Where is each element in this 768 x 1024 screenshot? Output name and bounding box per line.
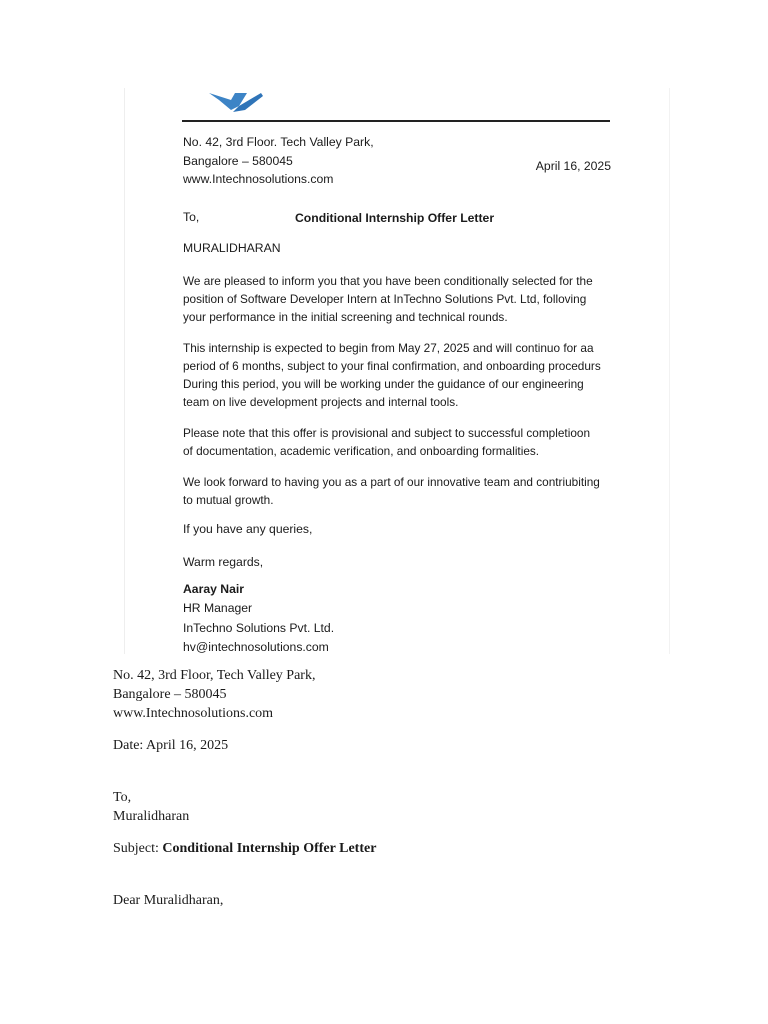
scan-text-line: period of 6 months, subject to your final confirmation, and onboarding procedurs xyxy=(183,359,601,373)
scan-queries: If you have any queries, xyxy=(183,522,313,536)
scan-address-line: No. 42, 3rd Floor. Tech Valley Park, xyxy=(183,135,374,149)
scan-regards: Warm regards, xyxy=(183,555,264,569)
doc-website: www.Intechnosolutions.com xyxy=(113,706,274,721)
scan-paragraph-2 xyxy=(183,339,619,411)
scan-address-line: Bangalore – 580045 xyxy=(183,154,293,168)
scan-date: April 16, 2025 xyxy=(535,159,611,173)
company-logo xyxy=(209,88,265,114)
doc-date: Date: April 16, 2025 xyxy=(113,738,229,753)
doc-subject: Conditional Internship Offer Letter xyxy=(162,841,377,856)
scan-text-line: of documentation, academic verification, and onboarding formalities. xyxy=(183,444,540,458)
scan-signer-company: InTechno Solutions Pvt. Ltd. xyxy=(183,621,335,635)
header-rule xyxy=(182,120,610,122)
doc-salutation: Dear Muralidharan, xyxy=(113,893,224,908)
scan-website: www.Intechnosolutions.com xyxy=(183,172,334,186)
scan-text-line: team on live development projects and internal tools. xyxy=(183,395,459,409)
scan-text-line: We look forward to having you as a part of our innovative team and contriubiting xyxy=(183,475,600,489)
doc-to: To, xyxy=(113,790,132,805)
scanned-offer-letter xyxy=(124,88,670,654)
scan-text-line: position of Software Developer Intern at InTechno Solutions Pvt. Ltd, folloving xyxy=(183,292,587,306)
scan-to: To, xyxy=(183,210,200,224)
scan-signer-email: hv@intechnosolutions.com xyxy=(183,640,329,654)
scan-recipient: MURALIDHARAN xyxy=(183,241,281,255)
scan-signer-title: HR Manager xyxy=(183,601,253,615)
scan-paragraph-1 xyxy=(183,272,619,326)
scan-paragraph-3 xyxy=(183,424,619,460)
scan-signer-name: Aaray Nair xyxy=(183,582,244,596)
doc-address-line: No. 42, 3rd Floor, Tech Valley Park, xyxy=(113,668,316,683)
scan-text-line: We are pleased to inform you that you have been conditionally selected for the xyxy=(183,274,593,288)
scan-paragraph-4 xyxy=(183,473,619,509)
scan-text-line: your performance in the initial screening and technical rounds. xyxy=(183,310,508,324)
scan-text-line: This internship is expected to begin from May 27, 2025 and will continuo for aa xyxy=(183,341,594,355)
scan-letter-title: Conditional Internship Offer Letter xyxy=(295,211,495,225)
scan-text-line: Please note that this offer is provisional and subject to successful completioon xyxy=(183,426,591,440)
doc-recipient: Muralidharan xyxy=(113,809,190,824)
scan-text-line: to mutual growth. xyxy=(183,493,274,507)
doc-subject-line xyxy=(113,839,376,858)
doc-address-line: Bangalore – 580045 xyxy=(113,687,227,702)
doc-subject-label: Subject: xyxy=(113,841,163,856)
scan-text-line: During this period, you will be working under the guidance of our engineering xyxy=(183,377,584,391)
